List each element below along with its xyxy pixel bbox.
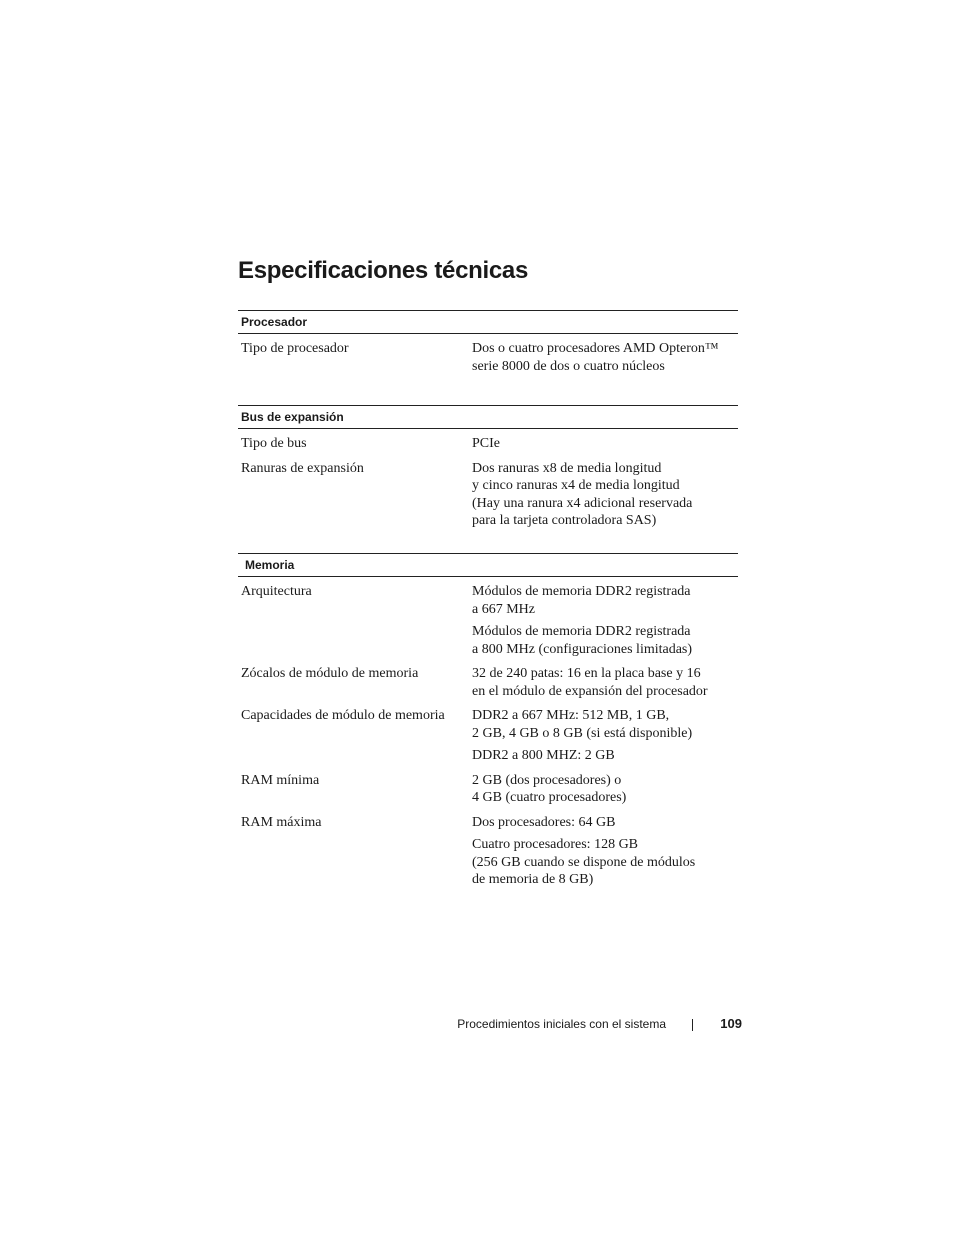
- spec-label: Capacidades de módulo de memoria: [241, 708, 445, 723]
- spec-row: [238, 583, 738, 658]
- spec-value: Dos o cuatro procesadores AMD Opteron™ serie 8000 de dos o cuatro núcleos: [472, 341, 719, 374]
- spec-label: Ranuras de expansión: [241, 460, 364, 476]
- footer-text: Procedimientos iniciales con el sistema: [457, 1017, 666, 1031]
- page-title: Especificaciones técnicas: [238, 257, 528, 284]
- spec-row: [238, 814, 738, 889]
- section-header: Memoria: [238, 553, 738, 577]
- spec-section-procesador: [238, 310, 738, 382]
- spec-row: [238, 435, 738, 453]
- spec-section-memoria: [238, 553, 738, 896]
- spec-value: Módulos de memoria DDR2 registrada a 667 MHz: [472, 584, 691, 617]
- spec-value: PCIe: [472, 436, 500, 451]
- spec-value: DDR2 a 667 MHz: 512 MB, 1 GB, 2 GB, 4 GB o 8 GB (si está disponible): [472, 708, 693, 741]
- spec-value: 32 de 240 patas: 16 en la placa base y 16 en el módulo de expansión del procesador: [472, 666, 708, 699]
- spec-row: [238, 460, 738, 530]
- spec-row: [238, 340, 738, 375]
- spec-row: [238, 772, 738, 807]
- spec-label: RAM máxima: [241, 814, 322, 830]
- page-number: 109: [720, 1016, 742, 1031]
- spec-value: 2 GB (dos procesadores) o 4 GB (cuatro procesadores): [472, 772, 627, 805]
- spec-row: [238, 665, 738, 700]
- spec-label: RAM mínima: [241, 772, 320, 788]
- spec-value: Cuatro procesadores: 128 GB (256 GB cuando se dispone de módulos de memoria de 8 GB): [472, 837, 696, 887]
- footer-separator: [692, 1019, 693, 1031]
- spec-label: Arquitectura: [241, 584, 312, 599]
- spec-value: Módulos de memoria DDR2 registrada a 800 MHz (configuraciones limitadas): [472, 624, 693, 657]
- spec-value: DDR2 a 800 MHZ: 2 GB: [472, 748, 615, 763]
- spec-section-bus-de-expansion: [238, 405, 738, 537]
- section-header: Procesador: [238, 310, 738, 334]
- spec-label: Zócalos de módulo de memoria: [241, 666, 419, 681]
- spec-row: [238, 707, 738, 765]
- spec-label: Tipo de bus: [241, 436, 307, 451]
- spec-value: Dos procesadores: 64 GB: [472, 814, 616, 830]
- spec-value: Dos ranuras x8 de media longitud y cinco ranuras x4 de media longitud (Hay una ranura x4 adicional reservada para la tarjeta controladora SAS): [472, 460, 693, 528]
- section-header: Bus de expansión: [238, 405, 738, 429]
- spec-label: Tipo de procesador: [241, 341, 349, 356]
- page-footer: [430, 1014, 742, 1036]
